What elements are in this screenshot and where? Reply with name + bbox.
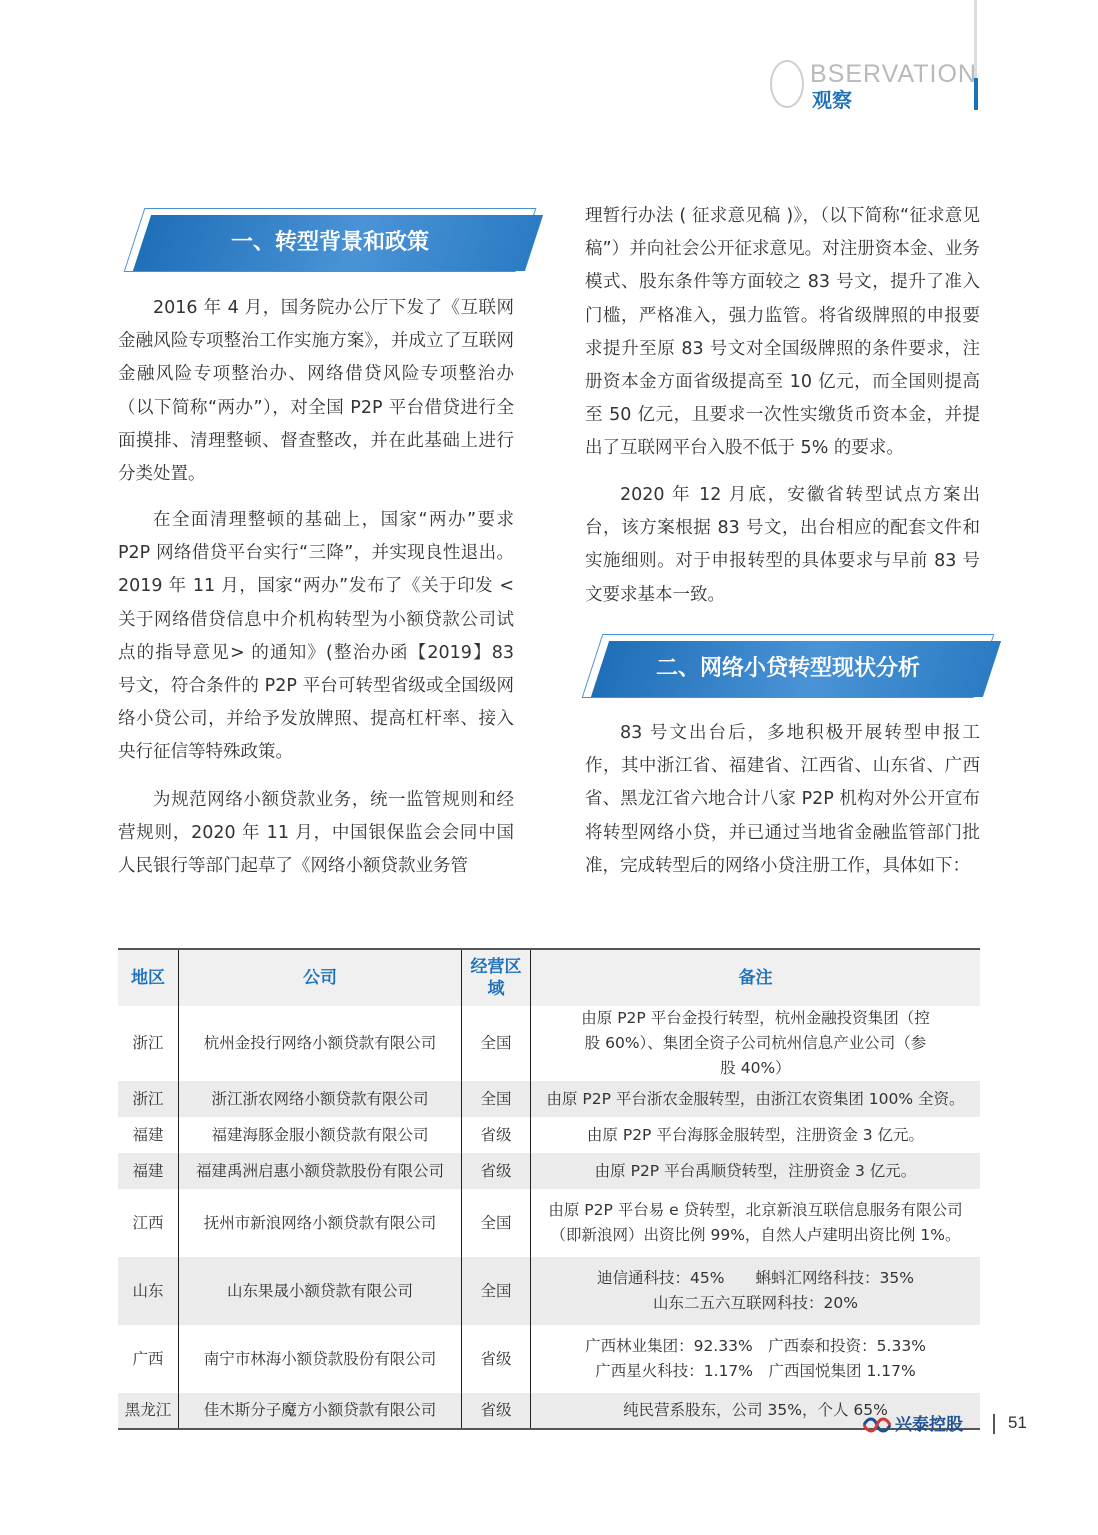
header-region: 地区 [118, 949, 179, 1006]
footer-brand-name: 兴泰控股 [895, 1415, 963, 1435]
cell-scope: 全国 [462, 1257, 531, 1325]
header-observation-text: BSERVATION [810, 60, 977, 88]
cell-scope: 省级 [462, 1325, 531, 1393]
cell-region: 福建 [118, 1117, 179, 1153]
table-row [118, 1081, 980, 1117]
cell-company: 山东果晟小额贷款有限公司 [179, 1257, 462, 1325]
cell-company: 浙江浙农网络小额贷款有限公司 [179, 1081, 462, 1117]
cell-note: 由原 P2P 平台禹顺贷转型，注册资金 3 亿元。 [531, 1153, 981, 1189]
cell-region: 广西 [118, 1325, 179, 1393]
cell-region: 浙江 [118, 1081, 179, 1117]
left-paragraph-3: 为规范网络小额贷款业务，统一监管规则和经营规则，2020 年 11 月，中国银保监会会同中国人民银行等部门起草了《网络小额贷款业务管 [118, 790, 514, 877]
section-title-text: 一、转型背景和政策 [230, 230, 429, 255]
transformation-table [118, 948, 980, 1430]
table-row [118, 1189, 980, 1257]
cell-note: 由原 P2P 平台易 e 贷转型，北京新浪互联信息服务有限公司（即新浪网）出资比例 99%，自然人卢建明出资比例 1%。 [548, 1201, 963, 1244]
cell-note: 由原 P2P 平台金投行转型，杭州金融投资集团（控股 60%）、集团全资子公司杭州信息产业公司（参股 40%） [581, 1009, 930, 1077]
cell-scope: 省级 [462, 1393, 531, 1429]
cell-region: 福建 [118, 1153, 179, 1189]
cell-region: 山东 [118, 1257, 179, 1325]
section-title-text: 二、网络小贷转型现状分析 [655, 656, 920, 681]
cell-region: 黑龙江 [118, 1393, 179, 1429]
cell-scope: 全国 [462, 1189, 531, 1257]
table-row [118, 1153, 980, 1189]
cell-company: 佳木斯分子魔方小额贷款有限公司 [179, 1393, 462, 1429]
cell-company: 南宁市林海小额贷款股份有限公司 [179, 1325, 462, 1393]
footer-divider [993, 1414, 995, 1434]
cell-scope: 全国 [462, 1006, 531, 1081]
cell-region: 江西 [118, 1189, 179, 1257]
cell-note: 由原 P2P 平台海豚金服转型，注册资金 3 亿元。 [586, 1125, 925, 1144]
cell-company: 福建海豚金服小额贷款有限公司 [179, 1117, 462, 1153]
cell-note: 由原 P2P 平台浙农金服转型，由浙江农资集团 100% 全资。 [531, 1081, 981, 1117]
header-scope: 经营区域 [462, 949, 531, 1006]
table-row [118, 1325, 980, 1393]
section-title-2 [592, 634, 984, 698]
header-o-circle [770, 60, 804, 108]
table-row [118, 1006, 980, 1081]
cell-company: 杭州金投行网络小额贷款有限公司 [179, 1006, 462, 1081]
cell-note: 迪信通科技：45% 蝌蚪汇网络科技：35% 山东二五六互联网科技：20% [531, 1257, 981, 1325]
page-number: 51 [1008, 1413, 1027, 1432]
cell-scope: 省级 [462, 1117, 531, 1153]
section-title-1 [134, 208, 526, 272]
header-section-label: 观察 [812, 88, 852, 112]
cell-scope: 全国 [462, 1081, 531, 1117]
cell-note: 纯民营系股东，公司 35%，个人 65% [531, 1393, 981, 1429]
table-header-row [118, 949, 980, 1006]
right-paragraph-1: 理暂行办法 ( 征求意见稿 )》，（以下简称“征求意见稿”）并向社会公开征求意见。对注册资本金、业务模式、股东条件等方面较之 83 号文，提升了准入门槛，严格准入，强力监管。将省级牌照的申报要求提升至原 83 号文对全国级牌照的条件要求，注册资本金方面省级提高至 10 亿元，而全国则提高至 50 亿元，且要求一次性实缴货币资本金，并提出了互联网平台入股不低于 5% 的要求。 [585, 206, 980, 459]
cell-scope: 省级 [462, 1153, 531, 1189]
company-logo-icon [862, 1416, 892, 1434]
header-company: 公司 [179, 949, 462, 1006]
right-paragraph-2: 2020 年 12 月底，安徽省转型试点方案出台，该方案根据 83 号文，出台相应的配套文件和实施细则。对于申报转型的具体要求与早前 83 号文要求基本一致。 [585, 485, 980, 605]
table-row [118, 1117, 980, 1153]
left-paragraph-1: 2016 年 4 月，国务院办公厅下发了《互联网金融风险专项整治工作实施方案》，并成立了互联网金融风险专项整治办、网络借贷风险专项整治办（以下简称“两办”），对全国 P2P 平台借贷进行全面摸排、清理整顿、督查整改，并在此基础上进行分类处置。 [118, 298, 514, 485]
cell-company: 抚州市新浪网络小额贷款有限公司 [179, 1189, 462, 1257]
table-row [118, 1257, 980, 1325]
cell-note: 广西林业集团：92.33% 广西泰和投资：5.33% 广西星火科技：1.17% 广西国悦集团 1.17% [585, 1337, 926, 1380]
header-note: 备注 [531, 949, 981, 1006]
left-paragraph-2: 在全面清理整顿的基础上，国家“两办”要求 P2P 网络借贷平台实行“三降”，并实现良性退出。2019 年 11 月，国家“两办”发布了《关于印发 < 关于网络借贷信息中介机构转型为小额贷款公司试点的指导意见> 的通知》(整治办函【2019】83 号文，符合条件的 P2P 平台可转型省级或全国级网络小贷公司，并给予发放牌照、提高杠杆率、接入央行征信等特殊政策。 [118, 510, 514, 763]
cell-company: 福建禹洲启惠小额贷款股份有限公司 [179, 1153, 462, 1189]
table-row [118, 1393, 980, 1429]
cell-region: 浙江 [118, 1006, 179, 1081]
right-paragraph-3: 83 号文出台后，多地积极开展转型申报工作，其中浙江省、福建省、江西省、山东省、广西省、黑龙江省六地合计八家 P2P 机构对外公开宣布将转型网络小贷，并已通过当地省金融监管部门批准，完成转型后的网络小贷注册工作，具体如下： [585, 723, 980, 876]
